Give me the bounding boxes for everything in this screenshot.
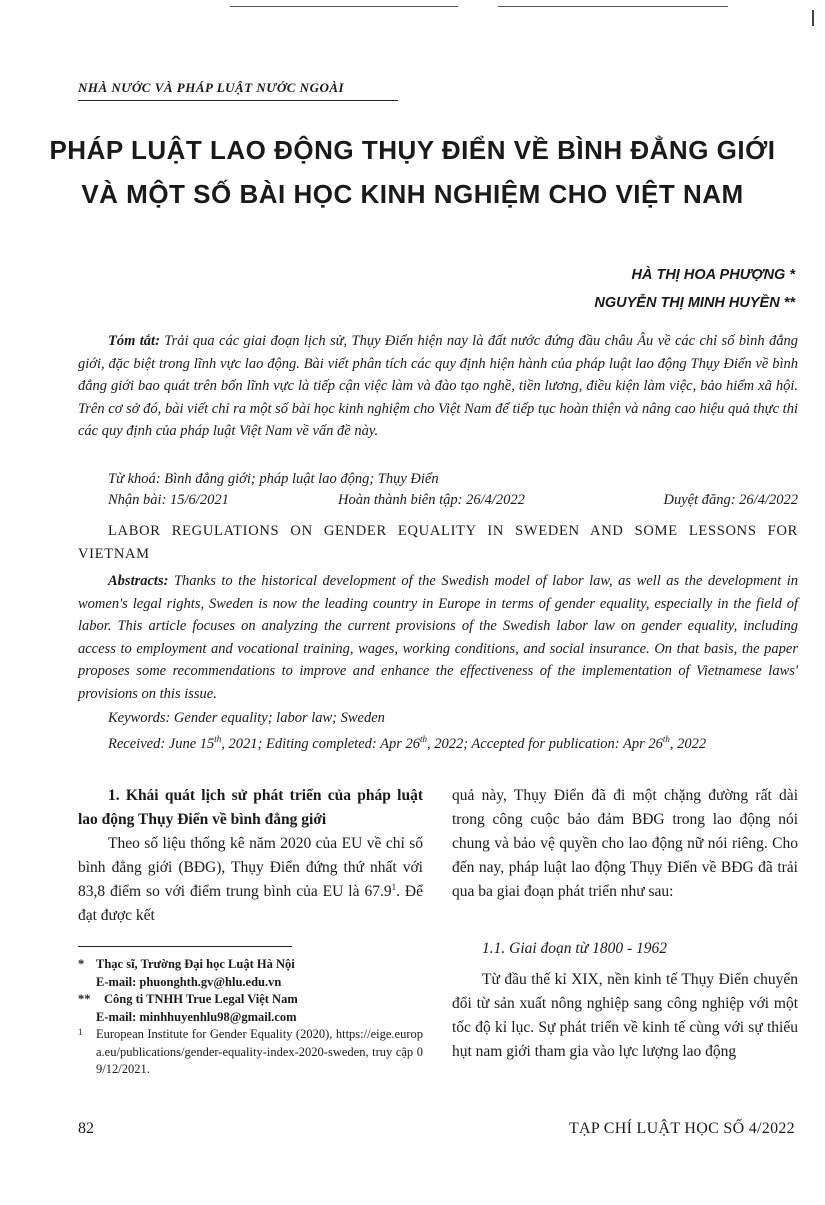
header-rule-left (230, 6, 458, 7)
article-title (40, 128, 785, 216)
title-line-2: VÀ MỘT SỐ BÀI HỌC KINH NGHIỆM CHO VIỆT NAM (81, 179, 744, 209)
dates-english (108, 736, 798, 753)
body-left-text: Theo số liệu thống kê năm 2020 của EU về chỉ số bình đẳng giới (BĐG), Thụy Điển đứng thứ nhất với 83,8 điểm so với điểm trung bình của EU là 67.9 (78, 835, 423, 900)
footnote-1-mark: * (78, 957, 85, 971)
abstract-vi-label: Tóm tắt: (108, 333, 160, 349)
footnote-rule (78, 946, 292, 947)
keywords-english: Keywords: Gender equality; labor law; Sweden (108, 710, 385, 726)
body-right-paragraph-1: quả này, Thụy Điển đã đi một chặng đường rất dài trong công cuộc bảo đảm BĐG trong lao động nói chung và bảo vệ quyền cho lao động nữ nói riêng. Cho đến nay, pháp luật lao động Thụy Điển về BĐG đã trải qua ba giai đoạn phát triển như sau: (452, 787, 798, 900)
english-title: LABOR REGULATIONS ON GENDER EQUALITY IN SWEDEN AND SOME LESSONS FOR VIETNAM (78, 523, 798, 562)
dates-en-part-2: , 2021; Editing completed: Apr 26 (221, 736, 420, 752)
footnote-2-text: Công ti TNHH True Legal Việt Nam (104, 992, 298, 1006)
body-left-paragraph (78, 832, 423, 928)
date-received-vi: Nhận bài: 15/6/2021 (108, 492, 229, 508)
author-2: NGUYỄN THỊ MINH HUYỀN ** (594, 295, 795, 311)
body-left-continuation: . Để đạt được kết (78, 883, 423, 924)
journal-section-tag: NHÀ NƯỚC VÀ PHÁP LUẬT NƯỚC NGOÀI (78, 80, 345, 95)
footnote-1-text: Thạc sĩ, Trường Đại học Luật Hà Nội (96, 957, 295, 971)
abstract-vi-text: Trải qua các giai đoạn lịch sử, Thụy Điển hiện nay là đất nước đứng đầu châu Âu về các chỉ số bình đẳng giới, đặc biệt trong lĩnh vực lao động. Bài viết phân tích các quy định hiện hành của pháp luật lao động Thụy Điển về bình đẳng giới bao quát trên bốn lĩnh vực là tiếp cận việc làm và đào tạo nghề, tiền lương, điều kiện làm việc, bảo hiểm xã hội. Trên cơ sở đó, bài viết chỉ ra một số bài học kinh nghiệm cho Việt Nam để tiếp tục hoàn thiện và nâng cao hiệu quả thực thi các quy định của pháp luật Việt Nam về vấn đề này. (78, 333, 799, 439)
abstract-en-label: Abstracts: (108, 573, 169, 589)
footnote-3 (78, 1026, 423, 1079)
footnote-3-mark: 1 (78, 1027, 83, 1037)
dates-en-part-4: , 2022 (669, 736, 707, 752)
dates-en-sup-2: th (419, 734, 427, 745)
author-1: HÀ THỊ HOA PHƯỢNG * (631, 267, 795, 283)
abstract-en-text: Thanks to the historical development of the Swedish model of labor law, as well as the development in women's legal rights, Sweden is now the leading country in Europe in terms of gender equality, especially in the field of labor. This article focuses on analyzing the current provisions of the Swedish labor law on gender equality, including access to employment and vocational training, wages, working conditions, and social insurance. On that basis, the paper proposes some recommendations to improve and enhance the effectiveness of the implementation of Vietnamese laws' provisions on this issue. (78, 573, 798, 702)
abstract-english (78, 570, 798, 705)
dates-en-sup-3: th (662, 734, 670, 745)
subsection-1-1-heading: 1.1. Giai đoạn từ 1800 - 1962 (482, 940, 667, 957)
footnote-1 (78, 956, 423, 991)
dates-en-part-3: , 2022; Accepted for publication: Apr 26 (426, 736, 663, 752)
title-line-1: PHÁP LUẬT LAO ĐỘNG THỤY ĐIỂN VỀ BÌNH ĐẲNG GIỚI (49, 135, 776, 165)
abstract-vietnamese (78, 330, 798, 443)
header-rule-right (498, 6, 728, 7)
dates-en-part-1: Received: June 15 (108, 736, 215, 752)
date-edited-vi: Hoàn thành biên tập: 26/4/2022 (338, 492, 525, 508)
section-1-heading: 1. Khái quát lịch sử phát triển của pháp luật lao động Thụy Điển về bình đẳng giới (78, 787, 423, 828)
keywords-vietnamese: Từ khoá: Bình đẳng giới; pháp luật lao động; Thụy Điển (108, 471, 439, 487)
footnote-2-mark: ** (78, 992, 91, 1006)
journal-footer: TẠP CHÍ LUẬT HỌC SỐ 4/2022 (568, 1120, 795, 1137)
footnote-1-email: E-mail: phuonghth.gv@hlu.edu.vn (96, 974, 282, 989)
footnotes (78, 956, 423, 1079)
footnote-ref-1: 1 (391, 881, 397, 892)
footnote-3-text: European Institute for Gender Equality (2020), https://eige.europa.eu/publications/gender-equality-index-2020-sweden, truy cập 09/12/2021. (96, 1027, 423, 1076)
section-tag-underline (78, 100, 398, 101)
page-edge-mark (812, 10, 814, 26)
body-right-paragraph-2: Từ đầu thế kỉ XIX, nền kinh tế Thụy Điển chuyển đổi từ sản xuất nông nghiệp sang công nghiệp với một tốc độ kỉ lục. Sự phát triển về kinh tế cùng với sự thiếu hụt nam giới tham gia vào lực lượng lao động (452, 971, 798, 1060)
page-number: 82 (78, 1120, 94, 1137)
footnote-2 (78, 991, 423, 1026)
date-accepted-vi: Duyệt đăng: 26/4/2022 (663, 492, 798, 508)
footnote-2-email: E-mail: minhhuyenhlu98@gmail.com (96, 1009, 297, 1024)
dates-en-sup-1: th (214, 734, 222, 745)
